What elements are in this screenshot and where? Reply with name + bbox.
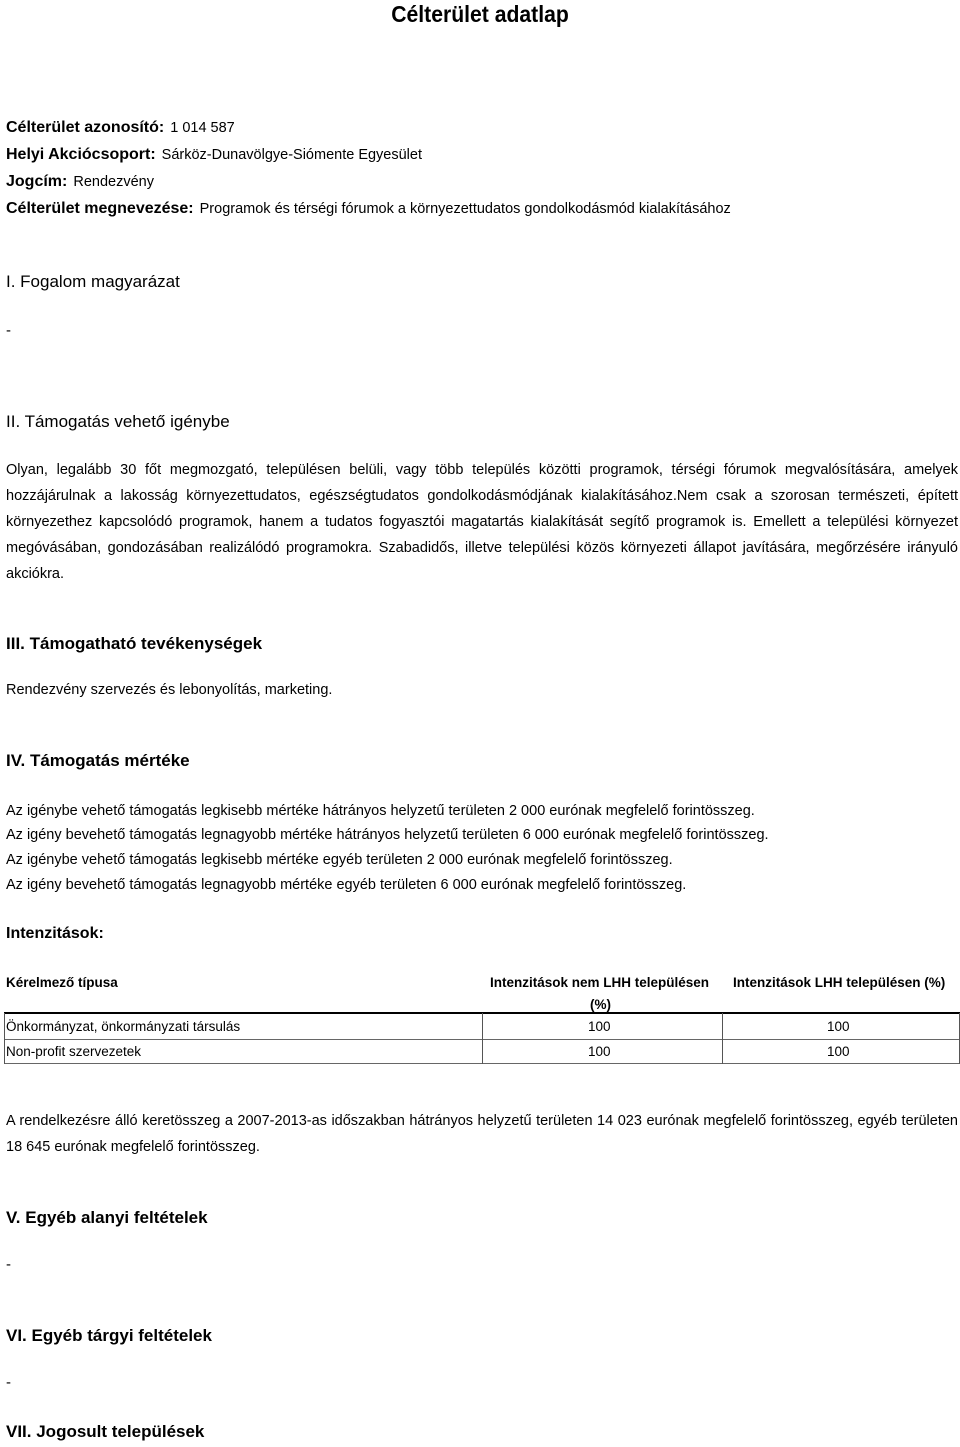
table-header-non-lhh: Intenzitások nem LHH településen xyxy=(490,975,710,990)
intensity-title: Intenzitások: xyxy=(6,925,104,942)
section-2-title: II. Támogatás vehető igénybe xyxy=(6,412,230,431)
section-5-body: - xyxy=(6,1256,11,1273)
section-3-title: III. Támogatható tevékenységek xyxy=(6,634,263,653)
section-4-line: Az igénybe vehető támogatás legkisebb mértéke hátrányos helyzetű területen 2 000 eurónak megfelelő forintösszeg. xyxy=(6,803,755,819)
meta-id-label: Célterület azonosító: xyxy=(6,119,165,136)
budget-text: A rendelkezésre álló keretösszeg a 2007-2013-as időszakban hátrányos helyzetű területen 14 023 eurónak megfelelő forintösszeg, egyéb területen 18 645 eurónak megfelelő forintösszeg. xyxy=(6,1113,958,1155)
meta-group-label: Helyi Akciócsoport: xyxy=(6,146,156,163)
meta-group-value: Sárköz-Dunavölgye-Siómente Egyesület xyxy=(161,147,422,163)
section-4-line: Az igény bevehető támogatás legnagyobb mértéke egyéb területen 6 000 eurónak megfelelő forintösszeg. xyxy=(6,877,687,893)
page-title: Célterület adatlap xyxy=(391,1,569,27)
table-cell-type: Önkormányzat, önkormányzati társulás xyxy=(6,1019,241,1034)
meta-jogcim-value: Rendezvény xyxy=(73,174,154,190)
section-4-line: Az igénybe vehető támogatás legkisebb mértéke egyéb területen 2 000 eurónak megfelelő forintösszeg. xyxy=(6,852,673,868)
section-4-line: Az igény bevehető támogatás legnagyobb mértéke hátrányos helyzetű területen 6 000 eurónak megfelelő forintösszeg. xyxy=(6,827,769,843)
table-border xyxy=(722,1013,723,1064)
table-cell-lhh: 100 xyxy=(827,1019,850,1034)
section-1-title: I. Fogalom magyarázat xyxy=(6,272,180,291)
table-cell-non-lhh: 100 xyxy=(588,1019,611,1034)
section-6-body: - xyxy=(6,1374,11,1391)
section-6-title: VI. Egyéb tárgyi feltételek xyxy=(6,1326,212,1345)
section-5-title: V. Egyéb alanyi feltételek xyxy=(6,1208,208,1227)
section-2-body: Olyan, legalább 30 főt megmozgató, településen belüli, vagy több település közötti programok, térségi fórumok megvalósítására, amelyek hozzájárulnak a lakosság környezettudatos, egészségtudatos gondolkodásmódjának kialakításához.Nem csak a szorosan természeti, épített környezethez kapcsolódó programok, hanem a tudatos fogyasztói magatartás kialakítását segítő programok is. Emellett a települési környezet megóvásában, gondozásában realizálódó programokra. Szabadidős, illetve települési közös környezeti állapot javítására, megőrzésére irányuló akciókra. xyxy=(6,462,958,582)
table-header-lhh: Intenzitások LHH településen (%) xyxy=(733,975,946,990)
meta-name-row xyxy=(6,200,731,218)
table-border xyxy=(4,1013,5,1064)
section-4-title: IV. Támogatás mértéke xyxy=(6,751,190,770)
section-7-title: VII. Jogosult települések xyxy=(6,1422,205,1441)
table-cell-non-lhh: 100 xyxy=(588,1044,611,1059)
meta-group-row xyxy=(6,146,422,164)
table-header-non-lhh-unit: (%) xyxy=(590,997,611,1012)
section-1-body: - xyxy=(6,322,11,339)
table-header-applicant: Kérelmező típusa xyxy=(6,975,118,990)
meta-id-row xyxy=(6,119,235,137)
table-cell-type: Non-profit szervezetek xyxy=(6,1044,142,1059)
table-header xyxy=(4,968,960,1014)
table-cell-lhh: 100 xyxy=(827,1044,850,1059)
meta-name-label: Célterület megnevezése: xyxy=(6,200,194,217)
table-border xyxy=(482,1013,483,1064)
meta-jogcim-row xyxy=(6,173,154,191)
meta-jogcim-label: Jogcím: xyxy=(6,173,68,190)
section-3-body: Rendezvény szervezés és lebonyolítás, marketing. xyxy=(6,682,333,698)
meta-id-value: 1 014 587 xyxy=(170,120,235,136)
meta-name-value: Programok és térségi fórumok a környezettudatos gondolkodásmód kialakításához xyxy=(199,201,731,217)
